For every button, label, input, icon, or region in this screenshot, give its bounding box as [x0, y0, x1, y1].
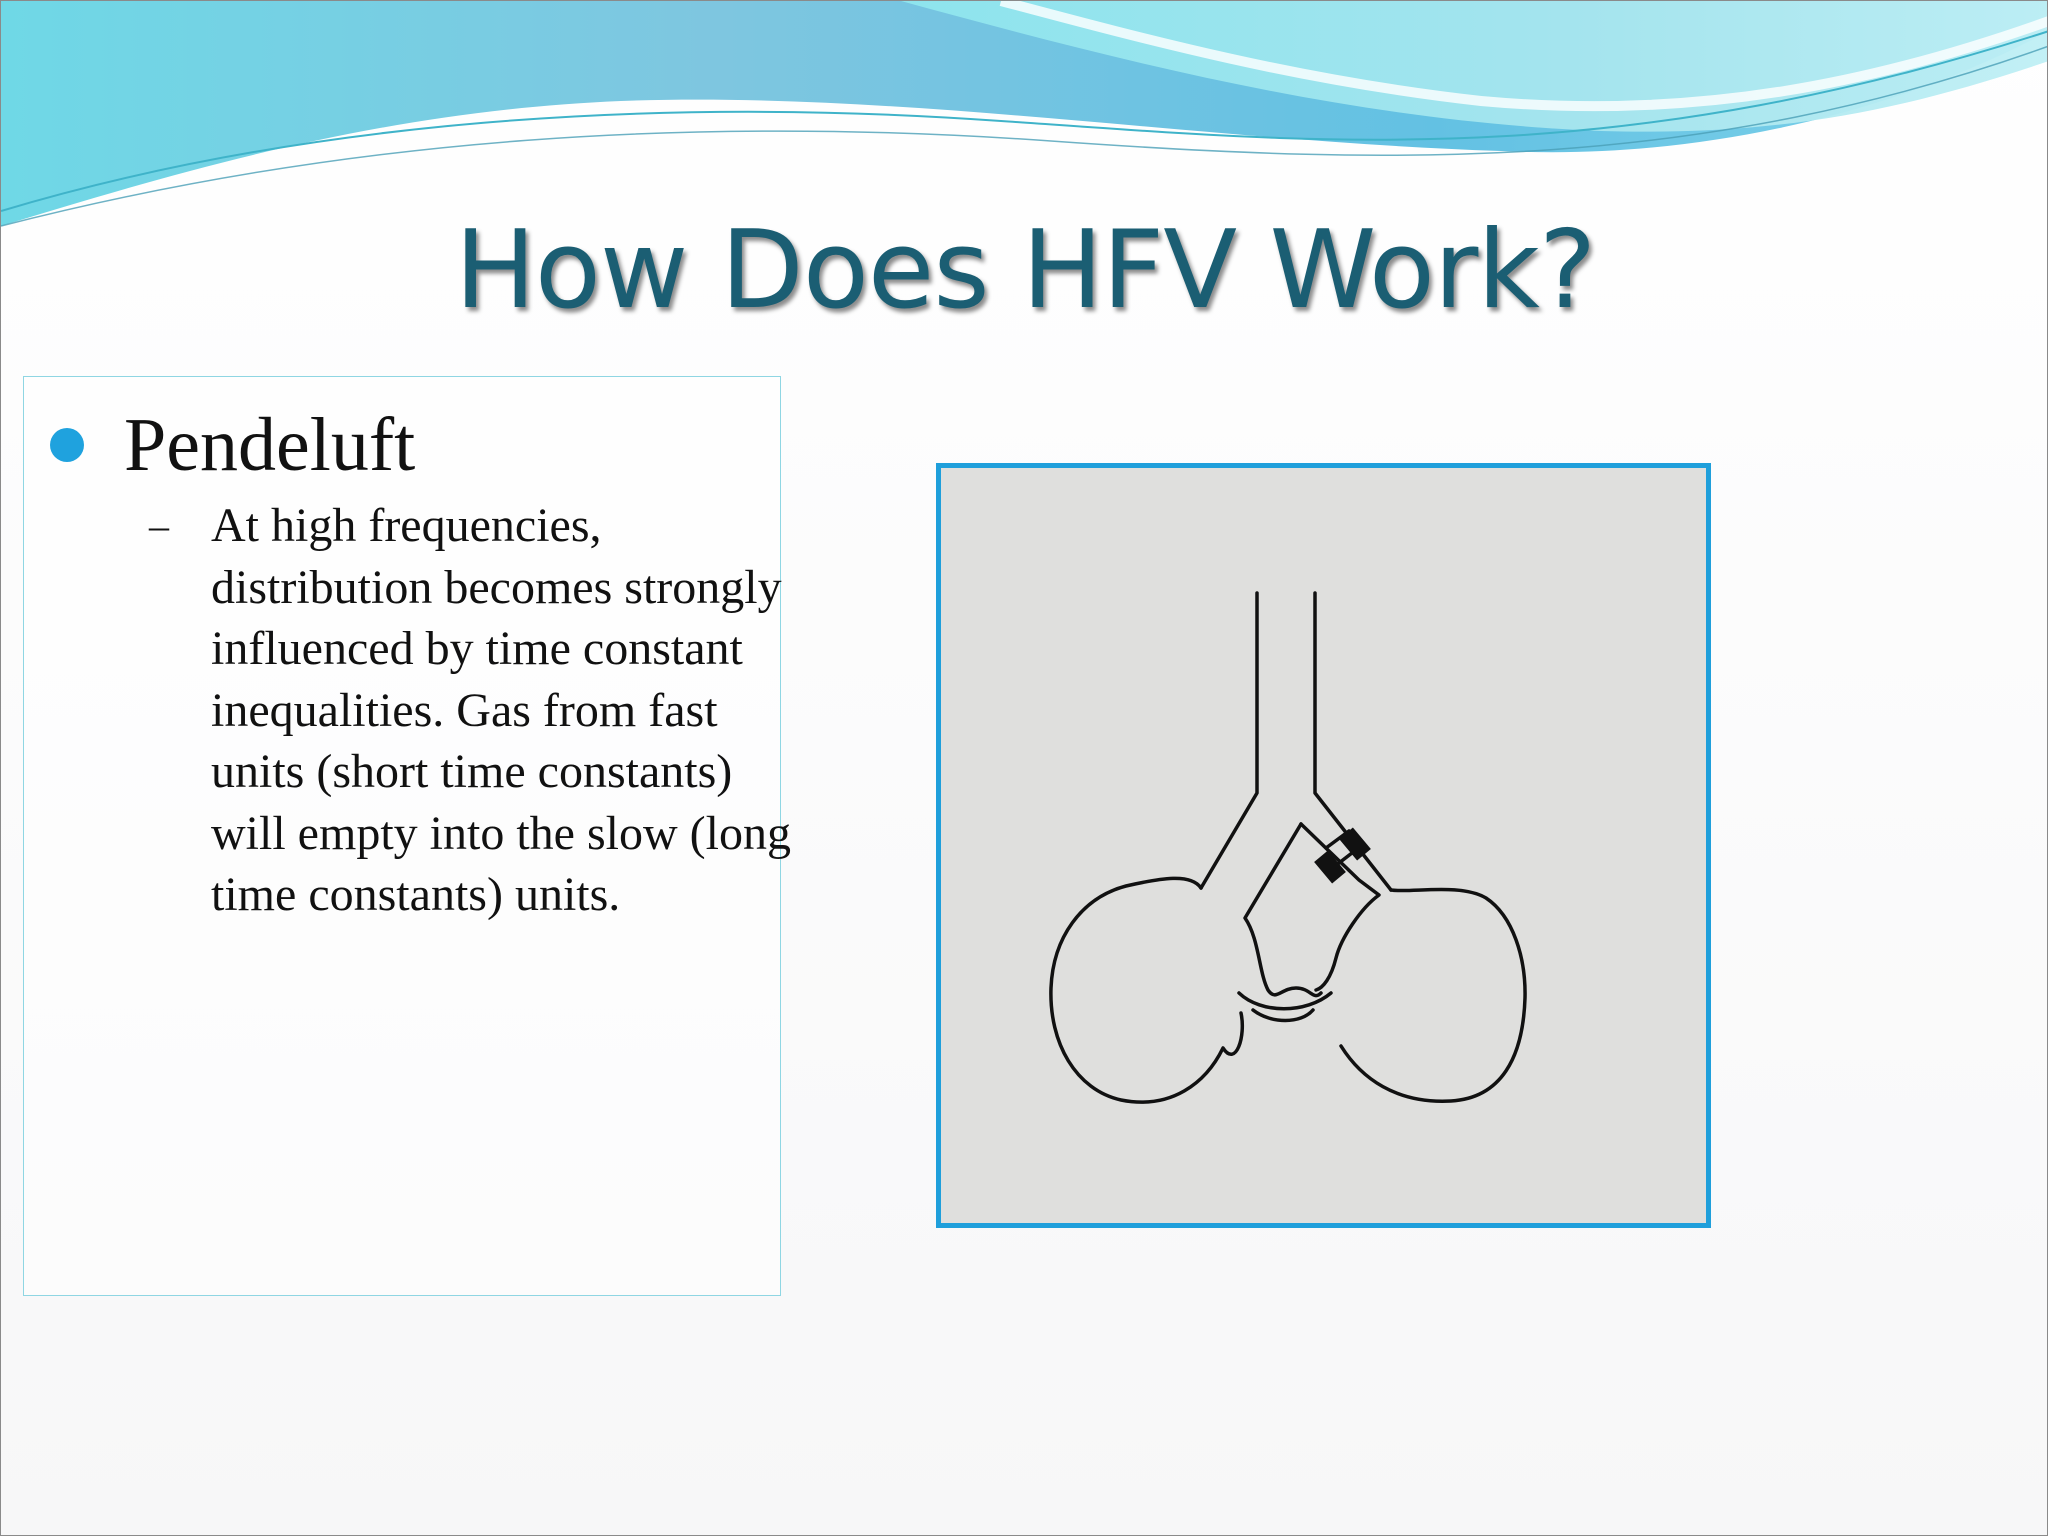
bullet-dot-icon — [50, 428, 84, 462]
sub-bullet-dash: – — [149, 503, 169, 548]
sub-bullet-item — [149, 495, 791, 926]
slide-title: How Does HFV Work? — [454, 208, 1596, 333]
bullet-label: Pendeluft — [124, 403, 416, 487]
bullet-item — [50, 395, 415, 495]
content-text-box — [23, 376, 791, 1296]
header-wave-decoration — [1, 1, 2048, 241]
pendeluft-figure — [936, 463, 1711, 1228]
sub-bullet-text: At high frequencies, distribution becomes strongly influenced by time constant inequalities. Gas from fast units (short time constants) will empty into the slow (long time constants) units. — [211, 499, 791, 921]
lung-units-diagram-icon — [941, 468, 1706, 1223]
